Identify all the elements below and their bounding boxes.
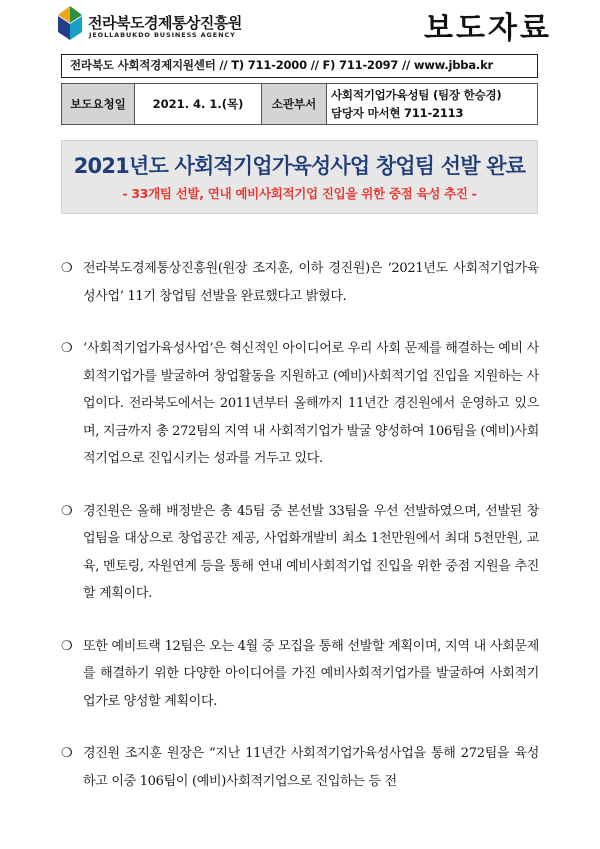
header bbox=[0, 0, 600, 52]
dept-info bbox=[327, 84, 538, 125]
paragraph-text: 경진원 조지훈 원장은 “지난 11년간 사회적기업가육성사업을 통해 272팀을 육성하고 이중 106팀이 (예비)사회적기업으로 진입하는 등 전 bbox=[83, 746, 539, 789]
bullet-circle-icon: ❍ bbox=[61, 746, 73, 761]
bullet-circle-icon: ❍ bbox=[61, 638, 73, 654]
paragraph-text: 경진원은 올해 배정받은 총 45팀 중 본선발 33팀을 우선 선발하였으며, 선발된 창업팀을 대상으로 창업공간 제공, 사업화개발비 최소 1천만원에서 최대 5천만원, 교육, 멘토링, 자원연계 등을 통해 연내 예비사회적기업 진입을 위한 중점 지원을 추진할 계획이다. bbox=[83, 503, 539, 601]
date-value: 2021. 4. 1.(목) bbox=[135, 84, 262, 125]
bullet-circle-icon: ❍ bbox=[61, 261, 73, 276]
paragraph bbox=[61, 335, 539, 473]
paragraph-text: ‘사회적기업가육성사업’은 혁신적인 아이디어로 우리 사회 문제를 해결하는 예비 사회적기업가를 발굴하여 창업활동을 지원하고 (예비)사회적기업 진입을 지원하는 사업이다. 전라북도에서는 2011년부터 올해까지 11년간 경진원에서 운영하고 있으며, 지금까지 총 272팀의 지역 내 사회적기업가 발굴 양성하여 106팀을 (예비)사회적기업으로 진입시키는 성과를 거두고 있다. bbox=[83, 341, 539, 466]
org-name: 전라북도경제통상진흥원 bbox=[88, 14, 242, 32]
doc-type-title: 보도자료 bbox=[424, 11, 552, 46]
paragraph bbox=[61, 633, 539, 716]
article-body bbox=[61, 255, 539, 820]
org-name-en: JEOLLABUKDO BUSINESS AGENCY bbox=[89, 31, 236, 39]
paragraph bbox=[61, 498, 539, 608]
contact-line: 전라북도 사회적경제지원센터 // T) 711-2000 // F) 711-2097 // www.jbba.kr bbox=[61, 54, 538, 78]
dept-team: 사회적기업가육성팀 (팀장 한승경) bbox=[331, 88, 502, 102]
dept-label: 소관부서 bbox=[262, 84, 327, 125]
date-label: 보도요청일 bbox=[62, 84, 135, 125]
paragraph bbox=[61, 255, 539, 310]
bullet-circle-icon: ❍ bbox=[61, 341, 73, 356]
title-box bbox=[61, 140, 538, 214]
paragraph bbox=[61, 740, 539, 795]
paragraph-text: 전라북도경제통상진흥원(원장 조지훈, 이하 경진원)은 ‘2021년도 사회적기업가육성사업’ 11기 창업팀 선발을 완료했다고 밝혔다. bbox=[83, 261, 539, 304]
dept-contact: 담당자 마서현 711-2113 bbox=[331, 106, 464, 120]
subheadline: - 33개팀 선발, 연내 예비사회적기업 진입을 위한 중점 육성 추진 - bbox=[122, 186, 477, 201]
bullet-circle-icon: ❍ bbox=[61, 503, 73, 519]
logo-mark-icon bbox=[58, 6, 82, 40]
paragraph-text: 또한 예비트랙 12팀은 오는 4월 중 모집을 통해 선발할 계획이며, 지역 내 사회문제를 해결하기 위한 다양한 아이디어를 가진 예비사회적기업가를 발굴하여 사회적기업가로 양성할 계획이다. bbox=[83, 638, 539, 709]
meta-table bbox=[61, 83, 538, 125]
headline: 2021년도 사회적기업가육성사업 창업팀 선발 완료 bbox=[73, 154, 526, 178]
